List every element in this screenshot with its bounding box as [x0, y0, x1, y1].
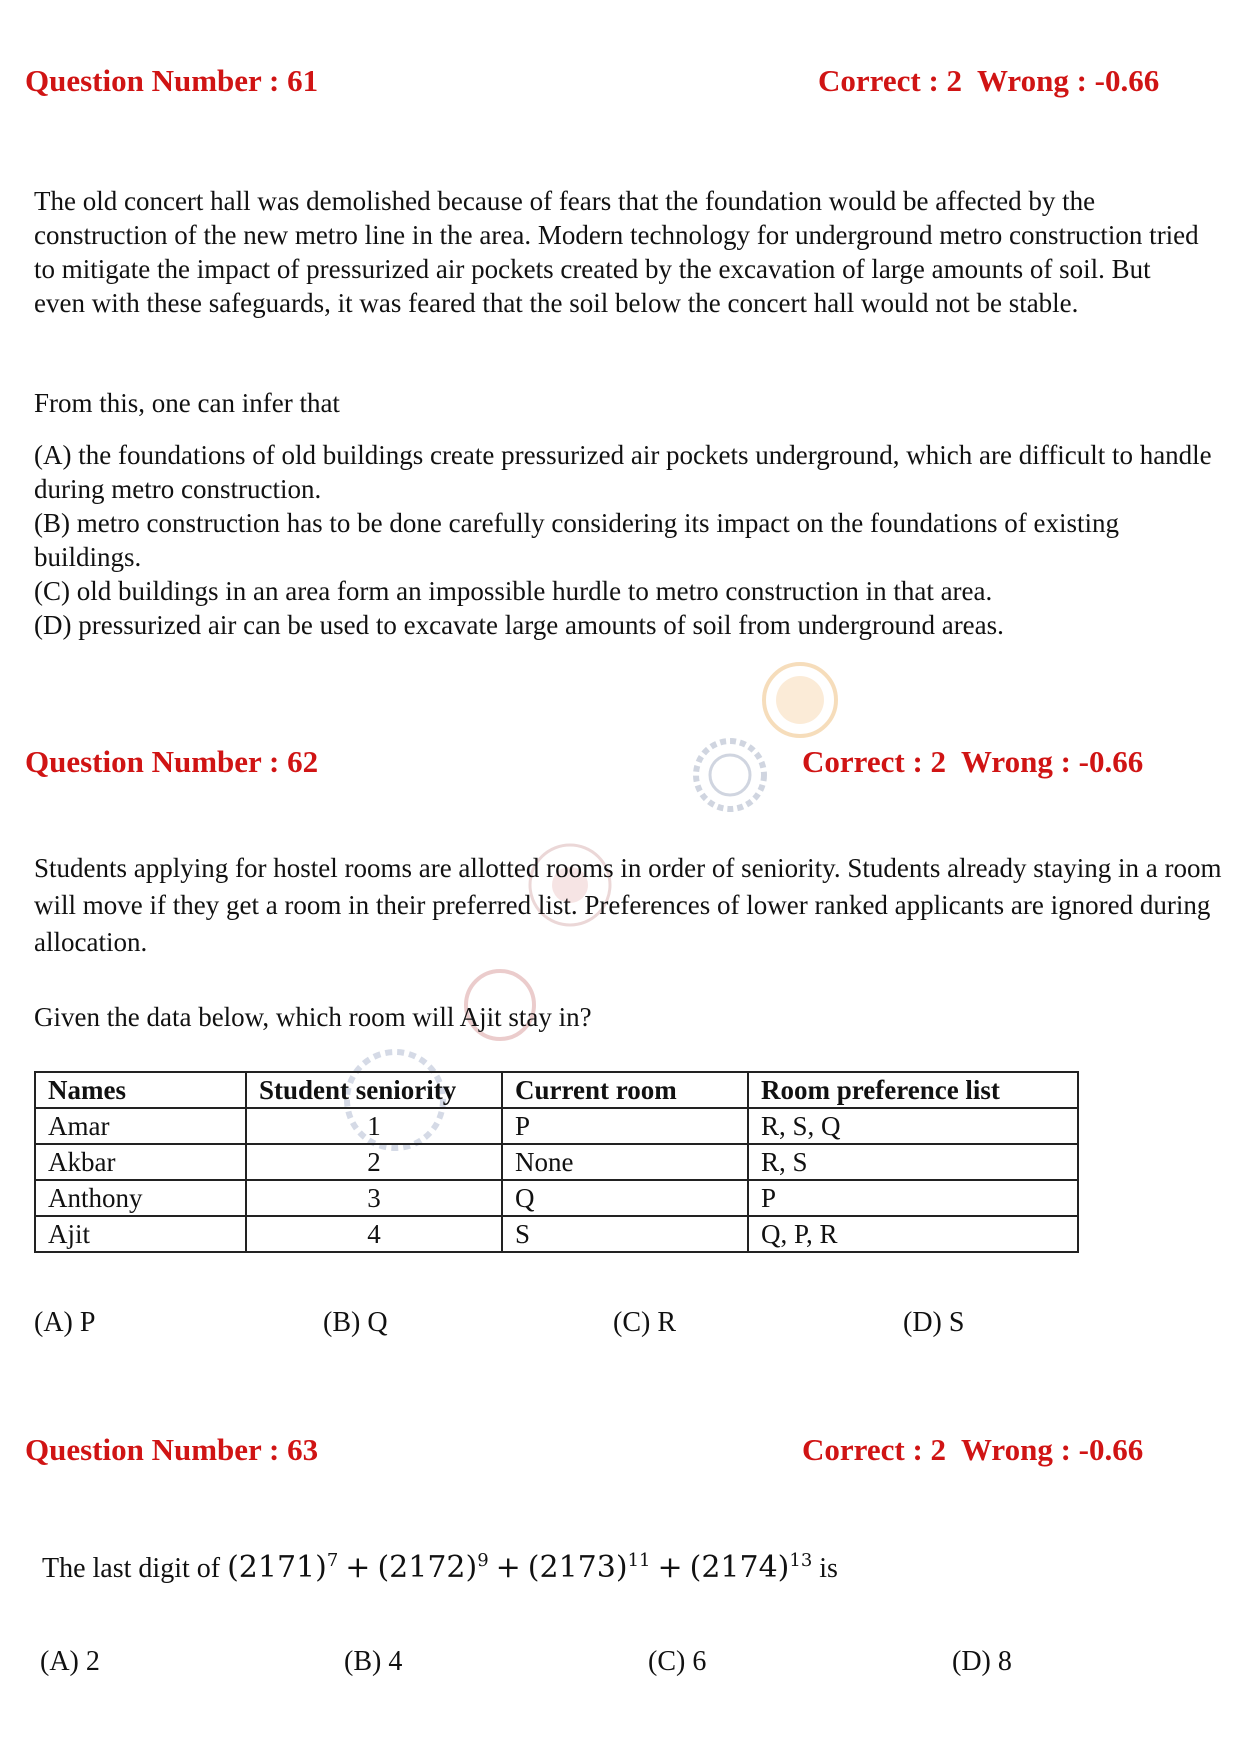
question-number: Question Number : 61	[25, 63, 319, 98]
question-63-prompt	[42, 1544, 1222, 1586]
question-number: Question Number : 62	[25, 744, 319, 779]
cell-name: Amar	[35, 1108, 246, 1144]
cell-preference: R, S, Q	[748, 1108, 1078, 1144]
option-a[interactable]: (A) the foundations of old buildings create pressurized air pockets underground, which are difficult to handle during metro construction.	[34, 440, 1212, 504]
question-62-prompt: Given the data below, which room will Ajit stay in?	[34, 1002, 592, 1032]
option-b[interactable]: (B) metro construction has to be done carefully considering its impact on the foundations of existing buildings.	[34, 508, 1119, 572]
watermark-seal-icon	[760, 660, 840, 740]
term-4: $(2174)^{13}$	[689, 1550, 813, 1585]
option-c[interactable]: (C) old buildings in an area form an impossible hurdle to metro construction in that area.	[34, 576, 993, 606]
cell-seniority: 4	[246, 1216, 502, 1252]
marking-scheme: Correct : 2 Wrong : -0.66	[802, 1432, 1144, 1467]
cell-name: Anthony	[35, 1180, 246, 1216]
term-3: $(2173)^{11}$	[527, 1550, 651, 1585]
q63-option-d[interactable]: (D) 8	[952, 1646, 1012, 1677]
col-seniority: Student seniority	[246, 1072, 502, 1108]
col-preference-list: Room preference list	[748, 1072, 1078, 1108]
cell-seniority: 2	[246, 1144, 502, 1180]
q62-option-d[interactable]: (D) S	[903, 1307, 965, 1338]
cell-seniority: 1	[246, 1108, 502, 1144]
cell-current-room: Q	[502, 1180, 748, 1216]
prompt-prefix: The last digit of	[42, 1553, 221, 1584]
q62-option-a[interactable]: (A) P	[34, 1307, 96, 1338]
cell-current-room: None	[502, 1144, 748, 1180]
q63-option-a[interactable]: (A) 2	[40, 1646, 100, 1677]
term-2: $(2172)^9$	[377, 1550, 489, 1585]
q63-option-c[interactable]: (C) 6	[648, 1646, 707, 1677]
question-61-prompt: From this, one can infer that	[34, 388, 340, 418]
cell-preference: R, S	[748, 1144, 1078, 1180]
room-data-table	[34, 1071, 1079, 1253]
question-number: Question Number : 63	[25, 1432, 319, 1467]
q62-option-c[interactable]: (C) R	[613, 1307, 676, 1338]
marking-scheme: Correct : 2 Wrong : -0.66	[802, 744, 1144, 779]
option-d[interactable]: (D) pressurized air can be used to excavate large amounts of soil from underground areas.	[34, 610, 1004, 640]
table-row	[35, 1216, 1078, 1252]
plus-sign: +	[657, 1550, 683, 1585]
table-row	[35, 1108, 1078, 1144]
cell-name: Akbar	[35, 1144, 246, 1180]
prompt-suffix: is	[819, 1553, 838, 1584]
table-row	[35, 1180, 1078, 1216]
plus-sign: +	[345, 1550, 371, 1585]
watermark-gear-icon	[690, 735, 770, 815]
cell-name: Ajit	[35, 1216, 246, 1252]
question-61-passage: The old concert hall was demolished because of fears that the foundation would be affected by the construction of the new metro line in the area. Modern technology for underground metro construction tried to mitigate the impact of pressurized air pockets created by the excavation of large amounts of soil. But even with these safeguards, it was feared that the soil below the concert hall would not be stable.	[34, 186, 1199, 318]
col-names: Names	[35, 1072, 246, 1108]
cell-preference: P	[748, 1180, 1078, 1216]
marking-scheme: Correct : 2 Wrong : -0.66	[818, 63, 1160, 98]
cell-preference: Q, P, R	[748, 1216, 1078, 1252]
cell-current-room: P	[502, 1108, 748, 1144]
q63-option-b[interactable]: (B) 4	[344, 1646, 403, 1677]
term-1: $(2171)^7$	[227, 1550, 339, 1585]
cell-seniority: 3	[246, 1180, 502, 1216]
plus-sign: +	[495, 1550, 521, 1585]
col-current-room: Current room	[502, 1072, 748, 1108]
question-61-options	[34, 438, 1214, 642]
question-62-passage: Students applying for hostel rooms are allotted rooms in order of seniority. Students already staying in a room will move if they get a room in their preferred list. Preferences of lower ranked applicants are ignored during allocation.	[34, 853, 1222, 957]
cell-current-room: S	[502, 1216, 748, 1252]
table-header-row	[35, 1072, 1078, 1108]
table-row	[35, 1144, 1078, 1180]
q62-option-b[interactable]: (B) Q	[323, 1307, 388, 1338]
